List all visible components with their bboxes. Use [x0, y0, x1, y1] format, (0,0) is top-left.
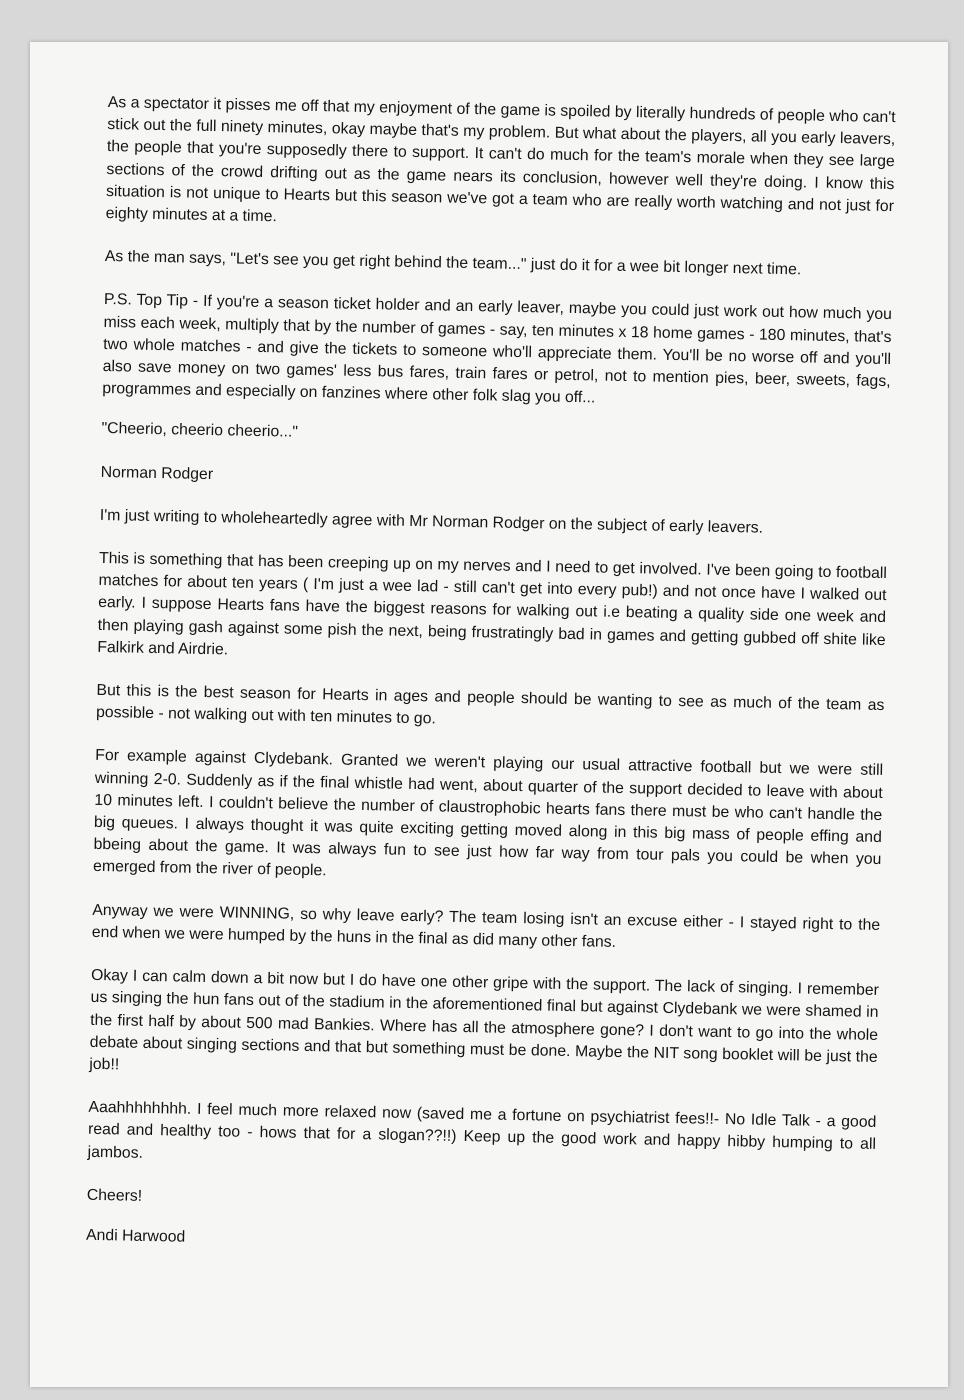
letter2-paragraph-3: But this is the best season for Hearts in ages and people should be wanting to see as much of the team as possible - not walking out with ten minutes to go. [95, 681, 885, 728]
letter2-paragraph-7: Aaahhhhhhhh. I feel much more relaxed now (saved me a fortune on psychiatrist fees!!- No Idle Talk - a good read and healthy too - hows that for a slogan??!!) Keep up the good work and happy hibby humping to all jambos. [87, 1098, 877, 1162]
letter1-postscript: P.S. Top Tip - If you're a season ticket holder and an early leaver, maybe you could just work out how much you miss each week, multiply that by the number of games - say, ten minutes x 18 home games - 180 minutes, that's two whole matches - and give the tickets to someone who'll appreciate them. You'll be no worse off and you'll also save money on two games' less bus fares, train fares or petrol, not to mention pies, beer, sweets, fags, programmes and especially on fanzines where other folk slag you off... [102, 291, 893, 407]
letter2-paragraph-5: Anyway we were WINNING, so why leave early? The team losing isn't an excuse either - I stayed right to the end when we were humped by the huns in the final as did many other fans. [91, 901, 881, 951]
letter2-signature: Andi Harwood [85, 1226, 186, 1246]
letter1-paragraph-1: As a spectator it pisses me off that my enjoyment of the game is spoiled by literally hundreds of people who can't stick out the full ninety minutes, okay maybe that's my problem. But what about the players, all you early leavers, the people that you're supposedly there to support. It can't do much for the team's morale when they see large sections of the crowd drifting out as the game nears its conclusion, however well they're doing. I know this situation is not unique to Hearts but this season we've got a team who are really worth watching and not just for eighty minutes at a time. [105, 93, 896, 226]
letter2-sign-off: Cheers! [86, 1186, 143, 1205]
letter2-paragraph-1: I'm just writing to wholeheartedly agree with Mr Norman Rodger on the subject of early leavers. [99, 506, 764, 537]
letter1-signature: Norman Rodger [100, 463, 214, 483]
scanned-page [30, 42, 948, 1387]
letters-column [85, 92, 895, 1283]
letter2-paragraph-4: For example against Clydebank. Granted we weren't playing our usual attractive football but we were still winning 2-0. Suddenly as if the final whistle had went, about quarter of the support decided to leave with about 10 minutes left. I couldn't believe the number of claustrophobic hearts fans there must be who can't handle the big queues. I always thought it was quite exciting getting moved along in this big mass of people effing and bbeing about the game. It was always fun to see just how far way from tour pals you could be when you emerged from the river of people. [92, 747, 884, 880]
letter1-paragraph-2: As the man says, "Let's see you get right behind the team..." just do it for a wee bit longer next time. [104, 248, 802, 279]
letter2-paragraph-6: Okay I can calm down a bit now but I do have one other gripe with the support. The lack of singing. I remember us singing the hun fans out of the stadium in the aforementioned final but against Clydebank we were shamed in the first half by about 500 mad Bankies. Where has all the atmosphere gone? I don't want to go into the whole debate about singing sections and that but something must be done. Maybe the NIT song booklet will be just the job!! [89, 966, 880, 1074]
letter2-paragraph-2: This is something that has been creeping up on my nerves and I need to get involved. I've been going to football matches for about ten years ( I'm just a wee lad - still can't get into every pub!) and not once have I walked out early. I suppose Hearts fans have the biggest reasons for walking out i.e beating a quality side one week and then playing gash against some pish the next, being frustratingly bad in games and getting gubbed off shite like Falkirk and Airdrie. [97, 549, 888, 659]
letter1-sign-off: "Cheerio, cheerio cheerio..." [101, 420, 299, 442]
